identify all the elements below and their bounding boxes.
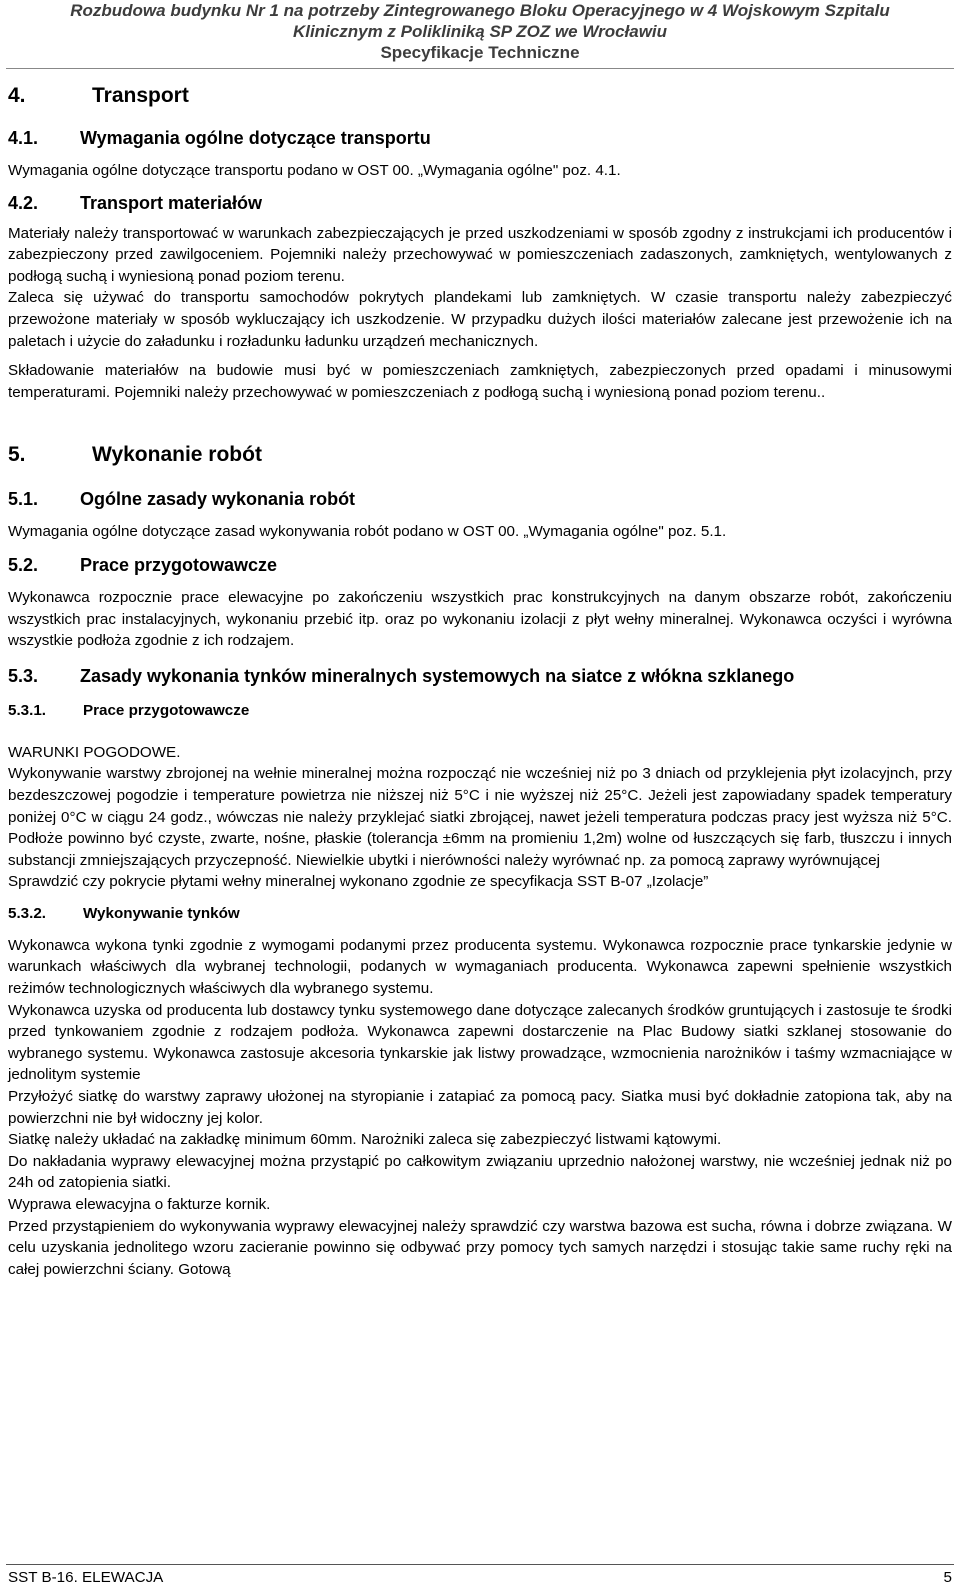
paragraph: Do nakładania wyprawy elewacyjnej można przystąpić po całkowitym związaniu uprzednio nałożonej warstwy, nie wcześniej jednak niż po 24h od zatopienia siatki. — [8, 1152, 952, 1192]
paragraph: Wykonawca wykona tynki zgodnie z wymogami podanymi przez producenta systemu. Wykonawca rozpocznie prace tynkarskie jedynie w warunkach właściwych dla wybranej technologii, podanych w wymaganiach producenta. Wykonawca zapewni spełnienie wszystkich reżimów technologicznych właściwych dla wybranego systemu. — [8, 936, 952, 998]
paragraph: Wymagania ogólne dotyczące zasad wykonywania robót podano w OST 00. „Wymagania ogólne" poz. 5.1. — [8, 523, 727, 541]
section-title: Wymagania ogólne dotyczące transportu — [80, 128, 431, 148]
section-number: 5. — [8, 443, 26, 467]
section-5-3-1-heading — [8, 700, 952, 722]
paragraph: Wykonywanie warstwy zbrojonej na wełnie mineralnej można rozpocząć nie wcześniej niż po 3 dniach od przyklejenia płyt izolacyjnch, przy bezdeszczowej pogodzie i temperature powietrza nie niższej niż 5°C i nie wyższej niż 25°C. Jeżeli jest zapowiadany spadek temperatury poniżej 0°C w ciągu 24 godz., wówczas nie należy przyklejać siatki zbrojącej, nawet jeżeli temperatura podczas pracy jest wyższa niż 5°C. Podłoże powinno być czyste, zwarte, nośne, płaskie (tolerancja ±6mm na promieniu 1,2m) wolne od łuszczących się farb, tłuszczu i innych substancji zmniejszających przyczepność. Niewielkie ubytki i nierówności należy wyrównać np. za pomocą zaprawy wyrównującej — [8, 765, 952, 869]
document-body — [8, 82, 952, 1280]
footer-document-code: SST B-16. ELEWACJA — [8, 1569, 164, 1586]
section-number: 4.2. — [8, 192, 39, 213]
page-footer — [8, 1569, 952, 1586]
page-header — [0, 0, 960, 63]
section-title: Transport — [92, 84, 189, 107]
paragraph: Materiały należy transportować w warunkach zabezpieczających je przed uszkodzeniami w sposób zgodny z instrukcjami ich producentów i zabezpieczony przed zawilgoceniem. Pojemniki należy przechowywać w pomieszczeniach zadaszonych, zamkniętych, wentylowanych z podłogą suchą i wyniesioną ponad poziom terenu. — [8, 224, 952, 285]
section-4-heading — [8, 82, 952, 110]
section-5-3-2-heading — [8, 903, 952, 925]
section-title: Ogólne zasady wykonania robót — [80, 489, 356, 510]
paragraph: Wykonawca uzyska od producenta lub dostawcy tynku systemowego dane dotyczące zalecanych środków gruntujących i zastosuje te środki przed tynkowaniem zgodnie z rodzajem podłoża. Wykonawca zapewni dostarczenie na Plac Budowy siatki szklanej stosowanie do wybranego systemu. Wykonawca zastosuje akcesoria tynkarskie jak listwy prowadzące, wzmocnienia narożników i taśmy wzmacniające w jednolitym systemie — [8, 1001, 952, 1084]
paragraph: Wyprawa elewacyjna o fakturze kornik. — [8, 1196, 271, 1213]
section-title: Prace przygotowawcze — [83, 701, 250, 719]
section-4-2-heading — [8, 191, 952, 215]
header-line-2: Klinicznym z Polikliniką SP ZOZ we Wrocławiu — [292, 22, 668, 41]
paragraph: Wymagania ogólne dotyczące transportu podano w OST 00. „Wymagania ogólne" poz. 4.1. — [8, 162, 621, 179]
section-title: Transport materiałów — [80, 192, 263, 213]
section-number: 5.1. — [8, 489, 39, 510]
paragraph: Zaleca się używać do transportu samochodów pokrytych plandekami lub zamkniętych. W czasie transportu należy zabezpieczyć przewożone materiały w sposób wykluczający ich uszkodzenie. W przypadku dużych ilości materiałów zalecane jest przewożenie ich na paletach i użycie do załadunku i rozładunku ładunku urządzeń mechanicznych. — [8, 289, 952, 350]
header-line-3: Specyfikacje Techniczne — [380, 43, 580, 62]
section-4-1-heading — [8, 126, 952, 150]
section-5-3-heading — [8, 664, 952, 688]
section-number: 5.3.1. — [8, 701, 46, 719]
section-title: Prace przygotowawcze — [80, 554, 278, 575]
weather-label: WARUNKI POGODOWE. — [8, 743, 181, 761]
paragraph: Wykonawca rozpocznie prace elewacyjne po zakończeniu wszystkich prac konstrukcyjnych na danym obszarze robót, zakończeniu wszystkich prac instalacyjnych, wykonaniu przebić itp. oraz po wykonaniu izolacji z płyt wełny mineralnej. Wykonawca oczyści i wyrówna wszystkie podłoża zgodnie z ich rodzajem. — [8, 588, 952, 650]
section-number: 4.1. — [8, 128, 39, 148]
section-5-heading — [8, 441, 952, 469]
section-title: Wykonanie robót — [92, 443, 262, 467]
section-title: Wykonywanie tynków — [83, 904, 240, 922]
footer-divider — [6, 1564, 954, 1565]
page-number: 5 — [943, 1569, 952, 1586]
header-divider — [6, 68, 954, 69]
section-number: 5.3.2. — [8, 904, 46, 922]
section-5-1-heading — [8, 487, 952, 511]
paragraph: Składowanie materiałów na budowie musi być w pomieszczeniach zamkniętych, zabezpieczonych przed opadami i minusowymi temperaturami. Pojemniki należy przechowywać w pomieszczeniach z podłogą suchą i wyniesioną ponad poziom terenu.. — [8, 362, 952, 401]
section-number: 5.3. — [8, 665, 39, 686]
section-5-2-heading — [8, 553, 952, 577]
section-number: 5.2. — [8, 554, 39, 575]
header-line-1: Rozbudowa budynku Nr 1 na potrzeby Zintegrowanego Bloku Operacyjnego w 4 Wojskowym Szpitalu — [70, 1, 890, 20]
paragraph: Sprawdzić czy pokrycie płytami wełny mineralnej wykonano zgodnie ze specyfikacja SST B-07 „Izolacje” — [8, 873, 709, 891]
paragraph: Siatkę należy układać na zakładkę minimum 60mm. Narożniki zaleca się zabezpieczyć listwami kątowymi. — [8, 1131, 722, 1149]
paragraph: Przyłożyć siatkę do warstwy zaprawy ułożonej na styropianie i zatapiać za pomocą pacy. Siatka musi być dokładnie zatopiona tak, aby na powierzchni nie był widoczny jej kolor. — [8, 1088, 952, 1127]
section-title: Zasady wykonania tynków mineralnych systemowych na siatce z włókna szklanego — [80, 665, 795, 686]
paragraph: Przed przystąpieniem do wykonywania wyprawy elewacyjnej należy sprawdzić czy warstwa bazowa est sucha, równa i dobrze związana. W celu uzyskania jednolitego wzoru zacieranie powinno się odbywać przy pomocy tych samych narzędzi i stosując takie same ruchy ręki na całej powierzchni ściany. Gotową — [8, 1217, 952, 1278]
section-number: 4. — [8, 84, 26, 107]
